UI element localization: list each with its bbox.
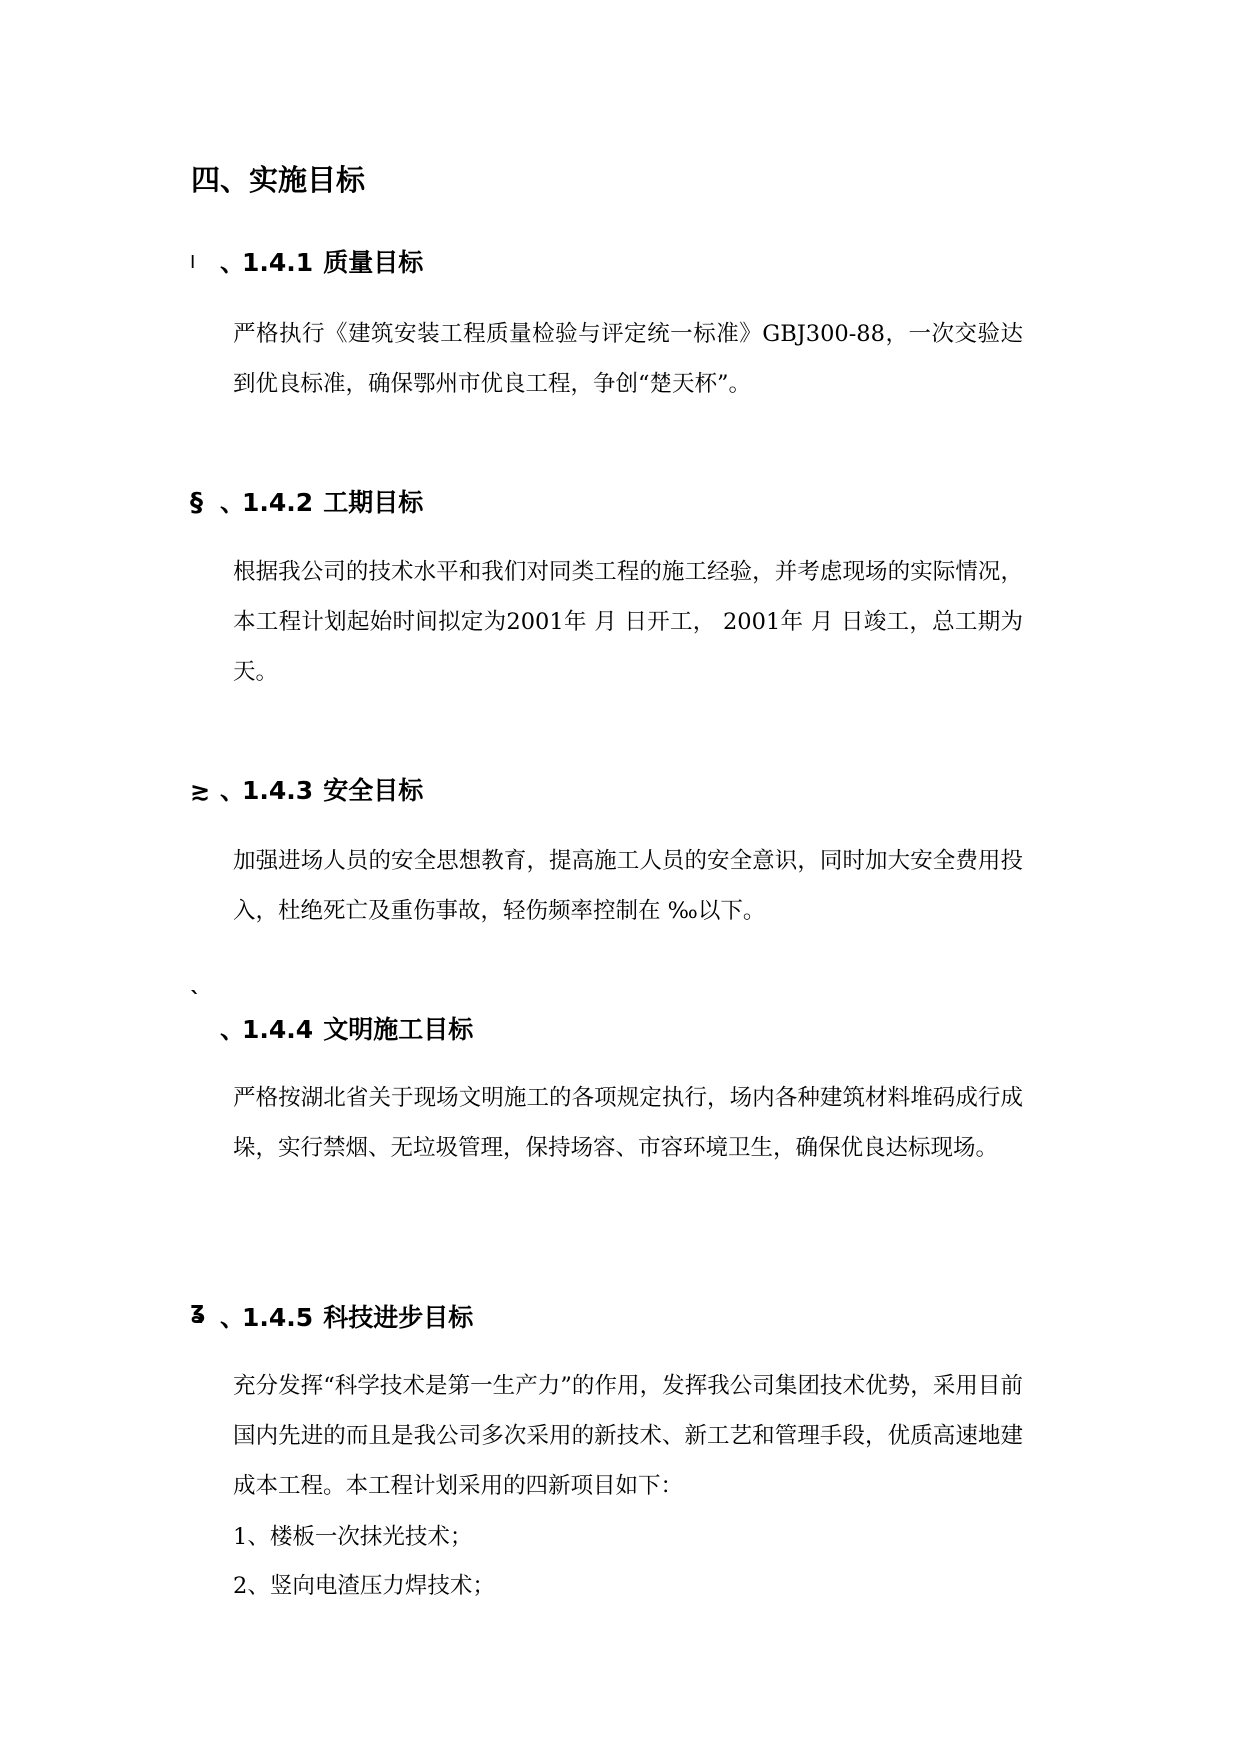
section-body-1-4-3: 加强进场人员的安全思想教育，提高施工人员的安全意识，同时加大安全费用投入，杜绝死亡及重伤事故，轻伤频率控制在 ‰以下。 [233,848,1023,924]
section-heading-1-4-2 [190,487,423,519]
section-separator: 、 [220,776,246,805]
section-separator: 、 [220,248,246,277]
section-number: 1.4.5 [242,1303,314,1332]
section-number: 1.4.4 [242,1015,314,1044]
section-body-1-4-1: 严格执行《建筑安装工程质量检验与评定统一标准》GBJ300-88，一次交验达到优良标准，确保鄂州市优良工程，争创“楚天杯”。 [233,321,1023,397]
section-body-1-4-4: 严格按湖北省关于现场文明施工的各项规定执行，场内各种建筑材料堆码成行成垛，实行禁烟、无垃圾管理，保持场容、市容环境卫生，确保优良达标现场。 [233,1085,1023,1161]
section-bullet: § [190,488,203,518]
section-bullet: ` [190,989,201,1014]
section-number: 1.4.1 [242,248,314,277]
section-separator: 、 [220,1015,246,1044]
section-title: 安全目标 [323,776,424,805]
section-number: 1.4.3 [242,776,314,805]
section-separator: 、 [220,1303,246,1332]
section-heading-1-4-3 [190,775,423,807]
section-body-1-4-5: 充分发挥“科学技术是第一生产力”的作用，发挥我公司集团技术优势，采用目前国内先进的而且是我公司多次采用的新技术、新工艺和管理手段，优质高速地建成本工程。本工程计划采用的四新项目如下： [233,1373,1023,1499]
section-title: 质量目标 [323,248,424,277]
section-body-1-4-2: 根据我公司的技术水平和我们对同类工程的施工经验，并考虑现场的实际情况，本工程计划起始时间拟定为2001年 月 日开工， 2001年 月 日竣工，总工期为 天。 [233,559,1023,685]
section-title: 文明施工目标 [323,1015,474,1044]
section-separator: 、 [220,488,246,517]
section-bullet: I [190,252,196,273]
section-number: 1.4.2 [242,488,314,517]
section-bullet: ≳ [190,777,211,805]
section-title: 科技进步目标 [323,1303,474,1332]
section-heading-1-4-1 [190,247,423,279]
section-title: 工期目标 [323,488,424,517]
section-heading-1-4-4 [190,989,474,1046]
list-item: 2、竖向电渣压力焊技术； [233,1573,495,1599]
section-bullet: ʓ [190,1296,206,1324]
chapter-heading: 四、实施目标 [191,163,366,197]
list-item: 1、楼板一次抹光技术； [233,1524,473,1550]
section-heading-1-4-5 [190,1296,474,1334]
